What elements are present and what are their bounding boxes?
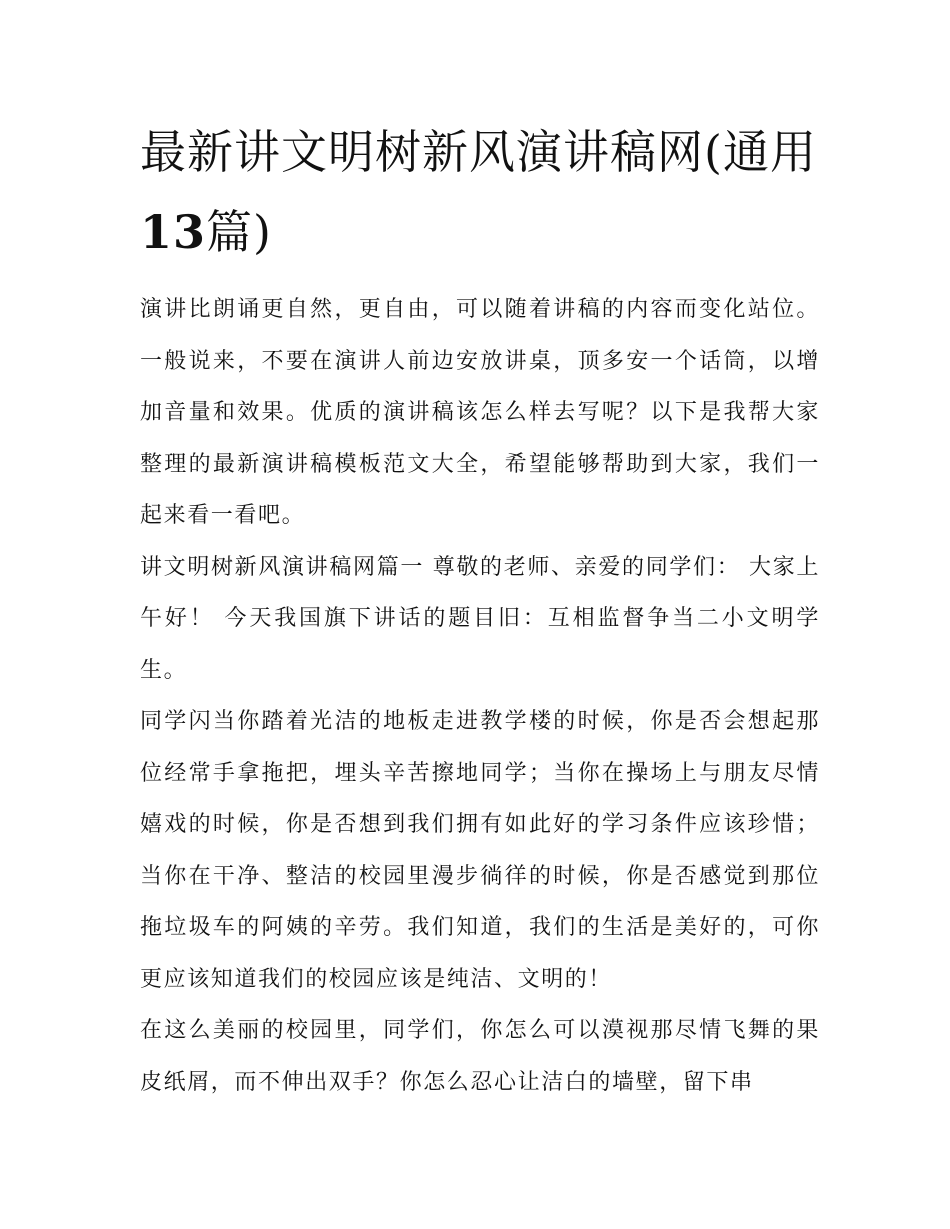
paragraph-intro: 演讲比朗诵更自然，更自由，可以随着讲稿的内容而变化站位。一般说来，不要在演讲人前边安放讲桌，顶多安一个话筒，以增加音量和效果。优质的演讲稿该怎么样去写呢？以下是我帮大家整理的最新演讲稿模板范文大全，希望能够帮助到大家，我们一起来看一看吧。: [140, 297, 820, 528]
paragraph-campus-appeal: 在这么美丽的校园里，同学们，你怎么可以漠视那尽情飞舞的果皮纸屑，而不伸出双手？你怎么忍心让洁白的墙壁，留下串: [140, 1018, 820, 1095]
document-title: 最新讲文明树新风演讲稿网(通用13篇): [140, 125, 817, 259]
paragraph-campus-reflection: 同学闪当你踏着光洁的地板走进教学楼的时候，你是否会想起那位经常手拿拖把，埋头辛苦擦地同学；当你在操场上与朋友尽情嬉戏的时候，你是否想到我们拥有如此好的学习条件应该珍惜；当你在干净、整洁的校园里漫步徜徉的时候，你是否感觉到那位拖垃圾车的阿姨的辛劳。我们知道，我们的生活是美好的，可你更应该知道我们的校园应该是纯洁、文明的！: [140, 709, 820, 992]
title-count: 13: [140, 205, 207, 259]
paragraph-speech-opening: 讲文明树新风演讲稿网篇一 尊敬的老师、亲爱的同学们： 大家上午好！ 今天我国旗下讲话的题目旧：互相监督争当二小文明学生。: [140, 554, 820, 683]
document-page: [140, 112, 820, 1108]
